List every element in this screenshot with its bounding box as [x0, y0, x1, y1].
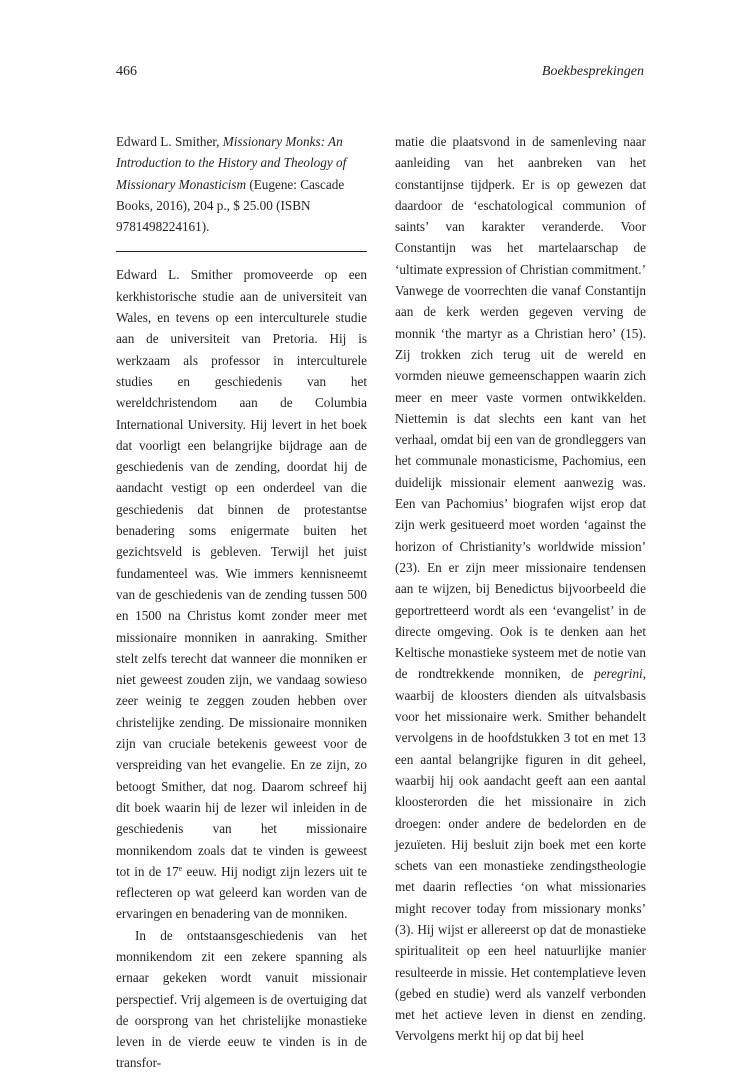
paragraph-1	[116, 264, 367, 924]
left-column	[116, 131, 367, 1074]
book-author: Edward L. Smither,	[116, 134, 220, 149]
running-head: Boekbesprekingen	[541, 64, 644, 79]
book-title: Missionary Monks: An Introduction to the History and Theology of Missionary Monasticism	[116, 134, 347, 192]
paragraph-3-text: matie die plaatsvond in de samenleving naar aanleiding van het aanbreken van het constantijnse tijdperk. Er is op gewezen dat daardoor de ‘eschatological communion of saints’ van karakter veranderde. Voor Constantijn was het martelaarschap de ‘ultimate expression of Christian commitment.’ Vanwege de voorrechten die vanaf Constantijn aan de kerk werden gegeven verving de monnik ‘the martyr as a Christian hero’ (15). Zij trokken zich terug uit de wereld en vormden nieuwe gemeenschappen waarin zich meer en meer vaste vormen ontwikkelden. Niettemin is dat slechts een kant van het verhaal, omdat bij een van de grondleggers van het communale monasticisme, Pachomius, een duidelijk missionair element aanwezig was. Een van Pachomius’ biografen wijst erop dat zijn werk gesitueerd moet worden ‘against the horizon of Christianity’s worldwide mission’ (23). En er zijn meer missionaire tendensen aan te wijzen, bij Benedictus bijvoorbeeld die geportretteerd wordt als een ‘evangelist’ in de directe omgeving. Ook is te denken aan het Keltische monastieke systeem met de notie van de rondtrekkende monniken, de	[395, 134, 646, 682]
book-reference	[116, 131, 367, 237]
century-superscript: e	[178, 863, 183, 873]
page-number: 466	[116, 64, 137, 79]
paragraph-3	[395, 131, 646, 1047]
book-publication: (Eugene: Cascade Books, 2016), 204 p., $ 25.00 (ISBN 9781498224161).	[116, 176, 345, 235]
paragraph-1-text: Edward L. Smither promoveerde op een kerkhistorische studie aan de universiteit van Wales, en tevens op een interculturele studie aan de universiteit van Pretoria. Hij is werkzaam als professor in interculturele studies en geschiedenis van het wereldchristendom aan de Columbia International University. Hij levert in het boek dat voorligt een belangrijke bijdrage aan de geschiedenis van de zending, doordat hij de aandacht vestigt op een onderdeel van die geschiedenis dat binnen de protestantse benadering soms enigermate buiten het gezichtsveld is gebleven. Terwijl het juist fundamenteel was. Wie immers kennisneemt van de geschiedenis van de zending tussen 500 en 1500 na Christus komt zonder meer met missionaire monniken in aanraking. Smither stelt zelfs terecht dat wanneer die monniken er niet geweest zouden zijn, we vandaag sowieso zeer weinig te zeggen zouden hebben over christelijke zending. De missionaire monniken zijn van cruciale betekenis geweest voor de verspreiding van het evangelie. En ze zijn, zo betoogt Smither, dat nog. Daarom schreef hij dit boek waarin hij de lezer wil inleiden in de geschiedenis van het missionaire monnikendom zoals dat te vinden is geweest tot in de 17	[116, 267, 367, 879]
paragraph-2: In de ontstaansgeschiedenis van het monnikendom zit een zekere spanning als ernaar gekeken wordt vanuit missionair perspectief. Vrij algemeen is de overtuiging dat de oorsprong van het christelijke monastieke leven in de vierde eeuw te vinden is in de transfor-	[116, 927, 367, 1071]
divider-rule	[116, 251, 367, 252]
right-column	[395, 131, 646, 1047]
paragraph-3-text-end: , waarbij de kloosters dienden als uitvalsbasis voor het missionaire werk. Smither behandelt vervolgens in de hoofdstukken 3 tot en met 13 een aantal belangrijke figuren in dit geheel, waarbij hij ook aandacht geeft aan een aantal kloosterorden die het missionaire in zich droegen: onder andere de bedelorden en de jezuïeten. Hij besluit zijn boek met een korte schets van een monastieke zendingstheologie met daarin reflecties ‘on what missionaries might recover today from missionary monks’ (3). Hij wijst er allereerst op dat de monastieke spiritualiteit op een heel natuurlijke manier resulteerde in missie. Het contemplatieve leven (gebed en studie) werd als vanzelf verbonden met het actieve leven in dienst en zending. Vervolgens merkt hij op dat bij heel	[395, 666, 646, 1044]
peregrini-term: peregrini	[594, 666, 643, 682]
paragraph-1-text-end: eeuw. Hij nodigt zijn lezers uit te reflecteren op wat geleerd kan worden van de ervaringen en benadering van de monniken.	[116, 863, 367, 922]
